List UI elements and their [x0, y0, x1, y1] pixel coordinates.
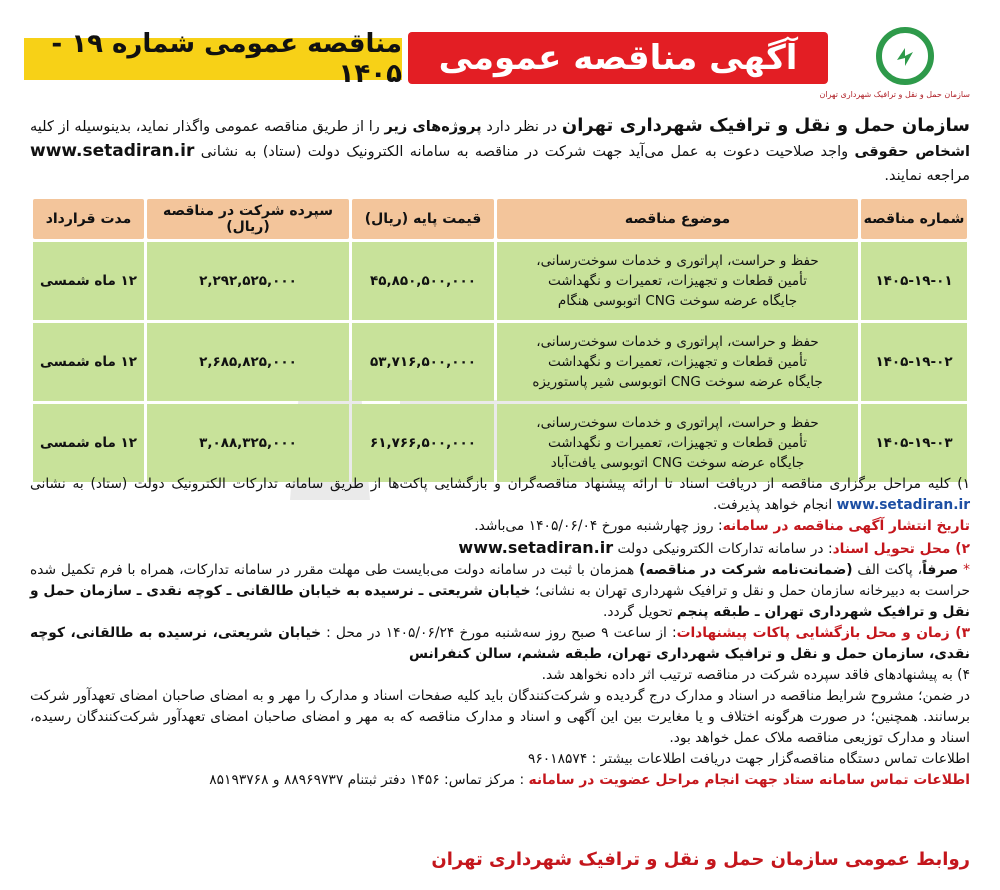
note-3 — [30, 623, 970, 665]
note-3-text: : از ساعت ۹ صبح روز سه‌شنبه مورخ ۱۴۰۵/۰۶/۲۴ در محل : — [321, 625, 677, 641]
contract-duration: ۱۲ ماه شمسی — [33, 323, 144, 401]
base-price: ۴۵,۸۵۰,۵۰۰,۰۰۰ — [352, 242, 494, 320]
notes — [30, 474, 970, 791]
setad-link[interactable]: www.setadiran.ir — [30, 141, 195, 161]
note-envelope-bold: (ضمانت‌نامه شرکت در مناقصه) — [639, 562, 853, 578]
note-2-text: : در سامانه تدارکات الکترونیکی دولت — [613, 541, 833, 557]
tender-number: ۱۴۰۵-۱۹-۰۲ — [861, 323, 967, 401]
note-1-tail: انجام خواهد پذیرفت. — [713, 497, 837, 513]
deposit: ۳,۰۸۸,۳۲۵,۰۰۰ — [147, 404, 349, 482]
col-base-price: قیمت پایه (ریال) — [352, 199, 494, 239]
note-3-address: خیابان شریعتی، نرسیده به طالقانی، کوچه نقدی، سازمان حمل و نقل و ترافیک شهرداری تهران، طبقه ششم، سالن کنفرانس — [30, 625, 970, 662]
note-6: اطلاعات تماس دستگاه مناقصه‌گزار جهت دریافت اطلاعات بیشتر : ۹۶۰۱۸۵۷۴ — [527, 751, 970, 767]
note-envelope-address: خیابان شریعتی ـ نرسیده به خیابان طالقانی ـ کوچه نقدی ـ سازمان حمل و نقل و ترافیک شهرداری تهران ـ طبقه پنجم — [30, 583, 970, 620]
note-envelope — [30, 560, 970, 623]
note-4: ۴) به پیشنهادهای فاقد سپرده شرکت در مناقصه ترتیب اثر داده نخواهد شد. — [541, 667, 970, 683]
footer-signature: روابط عمومی سازمان حمل و نقل و ترافیک شهرداری تهران — [431, 849, 970, 870]
table-row — [33, 404, 967, 482]
contract-duration: ۱۲ ماه شمسی — [33, 404, 144, 482]
base-price: ۶۱,۷۶۶,۵۰۰,۰۰۰ — [352, 404, 494, 482]
intro-text-4: مراجعه نمایند. — [884, 168, 970, 184]
page-title: آگهی مناقصه عمومی — [408, 32, 828, 84]
subject-line: تأمین قطعات و تجهیزات، تعمیرات و نگهداشت — [547, 354, 808, 370]
note-2-label: ۲) محل تحویل اسناد — [832, 541, 970, 557]
intro-text-3: واجد صلاحیت دعوت به عمل می‌آید جهت شرکت در مناقصه به سامانه الکترونیک دولت (ستاد) به نشانی — [194, 144, 855, 160]
col-number: شماره مناقصه — [861, 199, 967, 239]
table-header-row — [33, 199, 967, 239]
tender-number-banner: مناقصه عمومی شماره ۱۹ - ۱۴۰۵ — [24, 38, 402, 80]
star-icon: * — [963, 562, 970, 578]
note-7 — [30, 770, 970, 791]
intro-legal: اشخاص حقوقی — [854, 144, 970, 160]
intro-projects: پروژه‌های زیر — [384, 119, 482, 135]
note-envelope-text: ، پاکت الف — [852, 562, 923, 578]
note-envelope-label: صرفاً — [922, 562, 959, 578]
subject-line: حفظ و حراست، اپراتوری و خدمات سوخت‌رسانی، — [536, 334, 819, 350]
tender-subject — [497, 242, 858, 320]
tender-number: ۱۴۰۵-۱۹-۰۱ — [861, 242, 967, 320]
arrows-cycle-logo-icon — [875, 26, 935, 86]
subject-line: جایگاه عرضه سوخت CNG اتوبوسی شیر پاستوریزه — [532, 374, 823, 390]
subject-line: جایگاه عرضه سوخت CNG اتوبوسی هنگام — [557, 293, 798, 309]
contract-duration: ۱۲ ماه شمسی — [33, 242, 144, 320]
note-envelope-text: همزمان با ثبت در سامانه دولت می‌بایست طی مهلت مقرر در سامانه تدارکات، همراه با فرم تکمیل شده حراست به دبیرخانه سازمان حمل و نقل و ترافیک شهرداری تهران به نشانی؛ — [30, 562, 970, 599]
table-row — [33, 242, 967, 320]
table-row — [33, 323, 967, 401]
col-subject: موضوع مناقصه — [497, 199, 858, 239]
subject-line: تأمین قطعات و تجهیزات، تعمیرات و نگهداشت — [547, 435, 808, 451]
col-deposit: سپرده شرکت در مناقصه (ریال) — [147, 199, 349, 239]
tender-subject — [497, 404, 858, 482]
intro-text-2: را از طریق مناقصه عمومی واگذار نماید، بدینوسیله از کلیه — [30, 119, 385, 135]
publish-date-text: : روز چهارشنبه مورخ ۱۴۰۵/۰۶/۰۴ می‌باشد. — [474, 518, 723, 534]
note-5: در ضمن؛ مشروح شرایط مناقصه در اسناد و مدارک درج گردیده و شرکت‌کنندگان باید کلیه صفحات اسناد و مدارک را مهر و به امضای صاحبان امضای تعهدآور شرکت برسانند. همچنین؛ در صورت هرگونه اختلاف و یا مغایرت بین این آگهی و اسناد و مدارک مناقصه که به مهر و امضای صاحبان امضای تعهدآور شرکت‌کنندگان رسیده، اسناد و مدارک توزیعی مناقصه ملاک عمل خواهد بود. — [30, 688, 970, 746]
subject-line: جایگاه عرضه سوخت CNG اتوبوسی یافت‌آباد — [550, 455, 805, 471]
base-price: ۵۳,۷۱۶,۵۰۰,۰۰۰ — [352, 323, 494, 401]
note-3-label: ۳) زمان و محل بازگشایی پاکات پیشنهادات — [676, 625, 970, 641]
tender-number: ۱۴۰۵-۱۹-۰۳ — [861, 404, 967, 482]
subject-line: حفظ و حراست، اپراتوری و خدمات سوخت‌رسانی، — [536, 415, 819, 431]
deposit: ۲,۶۸۵,۸۲۵,۰۰۰ — [147, 323, 349, 401]
note-envelope-text: تحویل گردد. — [603, 604, 677, 620]
publish-date-label: تاریخ انتشار آگهی مناقصه در سامانه — [722, 518, 970, 534]
note-7-text: : مرکز تماس: ۱۴۵۶ دفتر ثبتنام ۸۸۹۶۹۷۳۷ و ۸۵۱۹۳۷۶۸ — [209, 772, 529, 788]
setad-link[interactable]: www.setadiran.ir — [458, 538, 614, 557]
note-2 — [30, 537, 970, 560]
subject-line: حفظ و حراست، اپراتوری و خدمات سوخت‌رسانی، — [536, 253, 819, 269]
note-7-label: اطلاعات تماس سامانه ستاد جهت انجام مراحل عضویت در سامانه — [528, 772, 970, 788]
col-duration: مدت قرارداد — [33, 199, 144, 239]
tenders-table — [30, 196, 970, 485]
setad-link[interactable]: www.setadiran.ir — [836, 497, 970, 513]
intro-paragraph — [30, 114, 970, 188]
header — [0, 26, 1000, 108]
deposit: ۲,۲۹۲,۵۲۵,۰۰۰ — [147, 242, 349, 320]
subject-line: تأمین قطعات و تجهیزات، تعمیرات و نگهداشت — [547, 273, 808, 289]
note-1 — [30, 474, 970, 516]
org-name: سازمان حمل و نقل و ترافیک شهرداری تهران — [561, 115, 970, 136]
note-1-text: ۱) کلیه مراحل برگزاری مناقصه از دریافت اسناد تا ارائه پیشنهاد مناقصه‌گران و بازگشایی پاکت‌ها از طریق سامانه تدارکات الکترونیک دولت (ستاد) به نشانی — [30, 476, 970, 492]
logo-caption: سازمان حمل و نقل و ترافیک شهرداری تهران — [819, 90, 970, 99]
logo — [819, 26, 970, 99]
publish-date — [30, 516, 970, 537]
intro-text-1: در نظر دارد — [481, 119, 562, 135]
tender-subject — [497, 323, 858, 401]
